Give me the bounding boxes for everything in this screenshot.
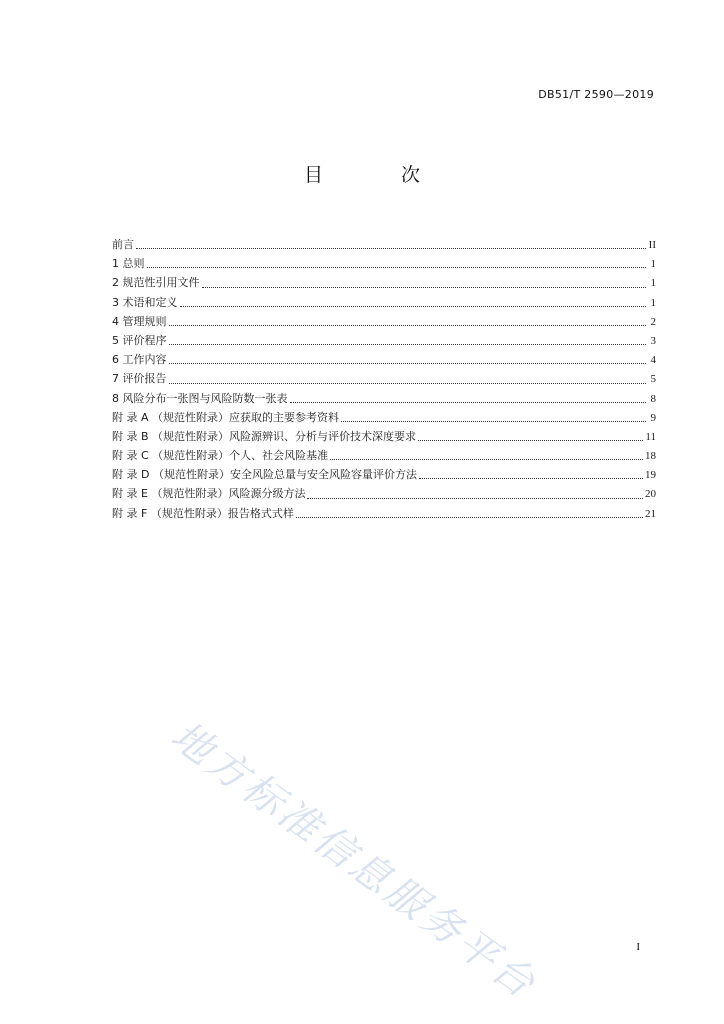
toc-entry-page: II [648, 239, 656, 251]
toc-entry-page: 1 [650, 258, 656, 271]
toc-entry-label: 4 管理规则 [112, 314, 167, 328]
toc-entry-page: 19 [645, 469, 656, 482]
toc-dot-leader [136, 248, 646, 249]
toc-entry-1[interactable] [112, 254, 656, 273]
toc-dot-leader [169, 325, 647, 326]
toc-dot-leader [307, 498, 643, 499]
toc-entry-label: 附 录 B （规范性附录）风险源辨识、分析与评价技术深度要求 [112, 429, 417, 443]
toc-entry-label: 前言 [112, 238, 134, 251]
toc-entry-page: 21 [645, 507, 656, 520]
toc-entry-foreword[interactable] [112, 235, 656, 254]
toc-dot-leader [169, 363, 647, 364]
toc-entry-page: 2 [650, 315, 656, 328]
toc-dot-leader [147, 267, 647, 268]
toc-entry-label: 附 录 A （规范性附录）应获取的主要参考资料 [112, 410, 340, 424]
toc-entry-page: 11 [645, 430, 656, 443]
table-of-contents [112, 235, 656, 523]
toc-entry-6[interactable] [112, 350, 656, 369]
toc-entry-label: 6 工作内容 [112, 353, 167, 367]
toc-entry-page: 5 [650, 373, 656, 386]
toc-dot-leader [180, 306, 647, 307]
toc-dot-leader [419, 478, 643, 479]
toc-entry-label: 1 总则 [112, 257, 145, 271]
toc-entry-appendix-d[interactable] [112, 465, 656, 484]
toc-dot-leader [341, 421, 646, 422]
toc-entry-8[interactable] [112, 389, 656, 408]
toc-entry-appendix-c[interactable] [112, 446, 656, 465]
toc-entry-label: 3 术语和定义 [112, 295, 178, 309]
toc-dot-leader [296, 517, 643, 518]
toc-entry-label: 8 风险分布一张图与风险防数一张表 [112, 391, 288, 405]
toc-dot-leader [169, 383, 647, 384]
page-number: I [636, 941, 640, 953]
toc-entry-page: 3 [650, 334, 656, 347]
toc-entry-label: 附 录 F （规范性附录）报告格式式样 [112, 506, 294, 520]
toc-dot-leader [330, 459, 643, 460]
toc-entry-page: 8 [650, 392, 656, 405]
toc-entry-page: 20 [645, 488, 656, 501]
toc-dot-leader [418, 440, 643, 441]
toc-entry-appendix-f[interactable] [112, 504, 656, 523]
toc-entry-label: 附 录 D （规范性附录）安全风险总量与安全风险容量评价方法 [112, 468, 417, 482]
toc-entry-label: 附 录 E （规范性附录）风险源分级方法 [112, 487, 306, 501]
toc-dot-leader [169, 344, 647, 345]
toc-entry-3[interactable] [112, 293, 656, 312]
toc-entry-page: 1 [650, 296, 656, 309]
document-code: DB51/T 2590—2019 [538, 88, 654, 101]
toc-entry-label: 7 评价报告 [112, 372, 167, 386]
toc-entry-appendix-e[interactable] [112, 484, 656, 503]
toc-entry-label: 5 评价程序 [112, 333, 167, 347]
toc-entry-label: 2 规范性引用文件 [112, 276, 200, 290]
toc-entry-page: 1 [650, 277, 656, 290]
toc-entry-2[interactable] [112, 273, 656, 292]
toc-entry-page: 18 [645, 450, 656, 463]
toc-entry-4[interactable] [112, 312, 656, 331]
toc-entry-page: 9 [650, 411, 656, 424]
toc-entry-label: 附 录 C （规范性附录）个人、社会风险基准 [112, 449, 329, 463]
watermark-text: 地方标准信息服务平台 [162, 712, 546, 1009]
toc-entry-appendix-a[interactable] [112, 408, 656, 427]
toc-entry-5[interactable] [112, 331, 656, 350]
toc-entry-7[interactable] [112, 369, 656, 388]
toc-entry-page: 4 [650, 354, 656, 367]
toc-dot-leader [290, 402, 647, 403]
toc-entry-appendix-b[interactable] [112, 427, 656, 446]
toc-dot-leader [202, 287, 647, 288]
toc-title: 目 次 [303, 164, 457, 186]
